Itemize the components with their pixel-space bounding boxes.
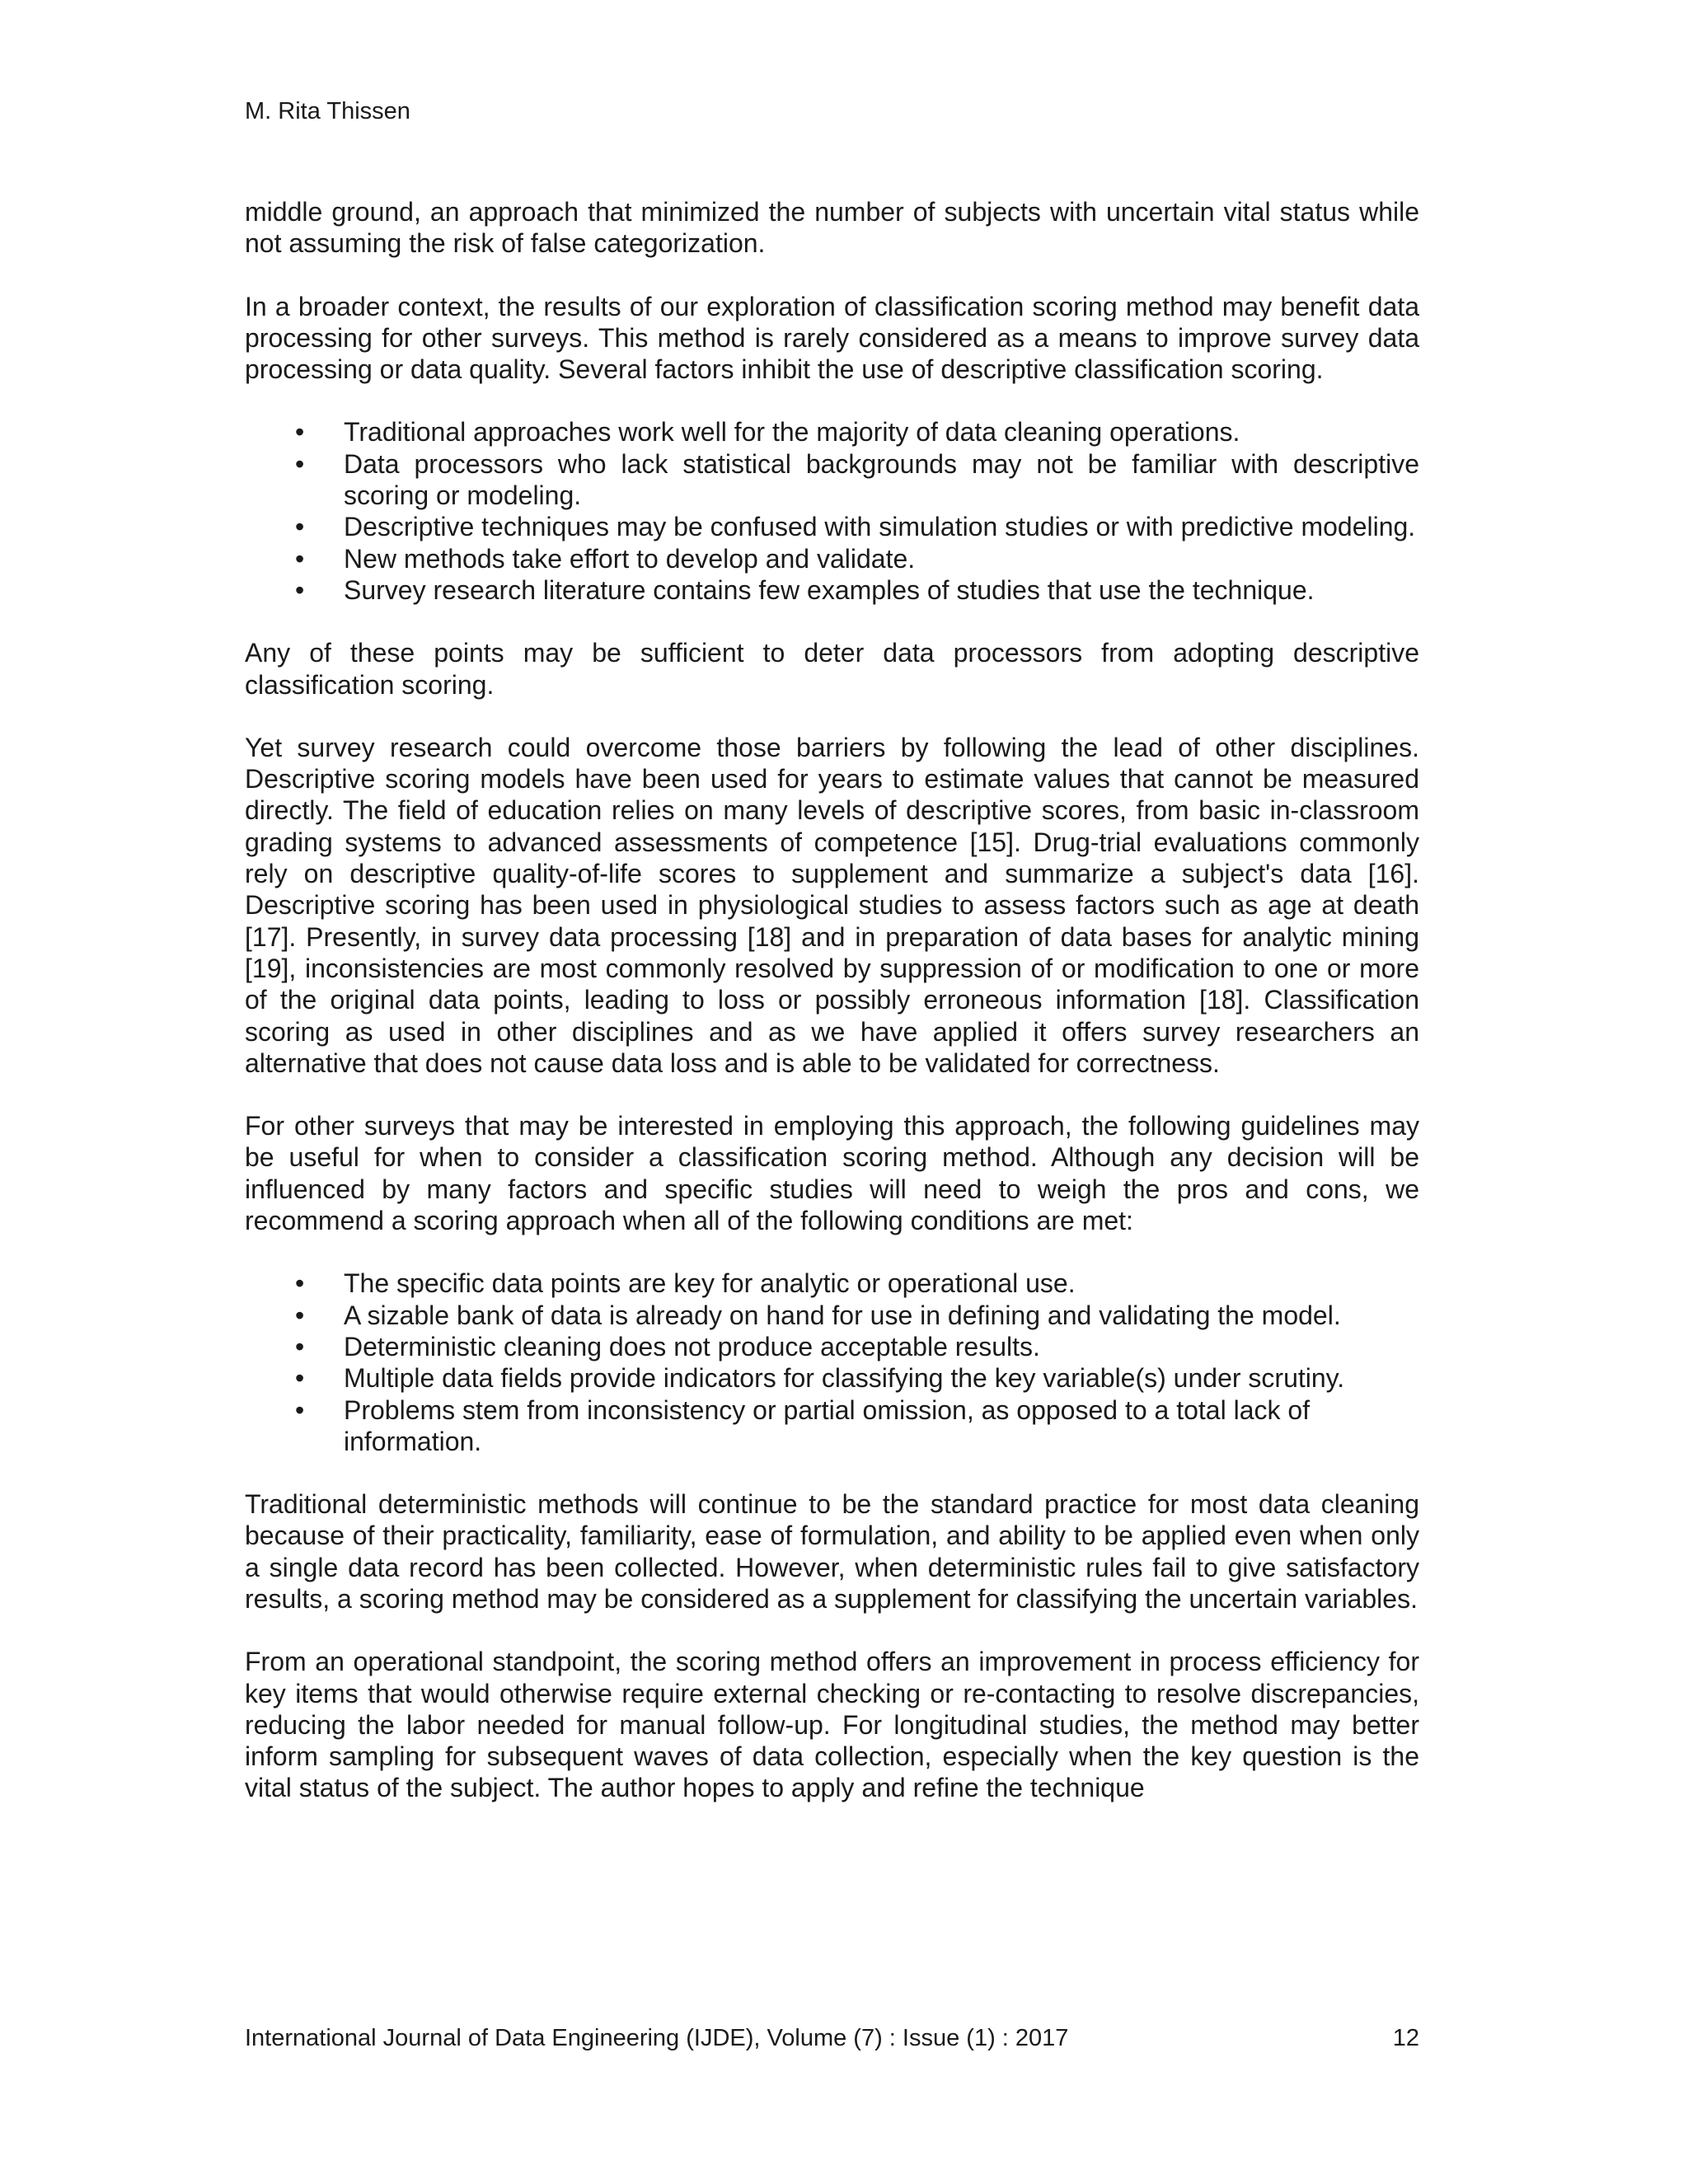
list-item: • Traditional approaches work well for the majority of data cleaning operations. [295,417,1240,448]
bullet-icon: • [295,1268,305,1299]
list-item: • The specific data points are key for analytic or operational use. [295,1268,1076,1299]
bullet-icon: • [295,1331,305,1361]
list-item: • Deterministic cleaning does not produce acceptable results. [295,1331,1040,1361]
paragraph-deter: Any of these points may be sufficient to deter data processors from adopting descriptive classification scoring. [245,638,1419,700]
paragraph-operational: From an operational standpoint, the scoring method offers an improvement in process efficiency for key items that would otherwise require external checking or re-contacting to resolve discrepancies, reducing the labor needed for manual follow-up. For longitudinal studies, the method may better inform sampling for subsequent waves of data collection, especially when the key question is the vital status of the subject. The author hopes to apply and refine the technique [245,1647,1419,1803]
list-item: • Survey research literature contains few examples of studies that use the technique. [295,574,1315,605]
journal-citation: International Journal of Data Engineering (IJDE), Volume (7) : Issue (1) : 2017 [245,2025,1069,2051]
page-footer [245,2023,1419,2053]
conditions-list [245,1268,1419,1457]
bullet-icon: • [295,574,305,605]
page-number: 12 [1392,2025,1419,2051]
paragraph-broader-context: In a broader context, the results of our exploration of classification scoring method may benefit data processing for other surveys. This method is rarely considered as a means to improve survey data processing or data quality. Several factors inhibit the use of descriptive classification scoring. [245,291,1419,385]
list-item: • Problems stem from inconsistency or partial omission, as opposed to a total lack of information. [295,1394,1311,1456]
running-header: M. Rita Thissen [245,98,410,124]
paragraph-traditional-methods: Traditional deterministic methods will continue to be the standard practice for most data cleaning because of their practicality, familiarity, ease of formulation, and ability to be applied even when only a single data record has been collected. However, when deterministic rules fail to give satisfactory results, a scoring method may be considered as a supplement for classifying the uncertain variables. [245,1489,1419,1614]
bullet-icon: • [295,448,305,479]
bullet-icon: • [295,417,305,448]
bullet-icon: • [295,543,305,574]
bullet-icon: • [295,512,305,542]
list-item: • Multiple data fields provide indicators for classifying the key variable(s) under scrutiny. [295,1363,1345,1394]
list-item: • A sizable bank of data is already on hand for use in defining and validating the model. [295,1300,1341,1330]
list-item: • Descriptive techniques may be confused with simulation studies or with predictive modeling. [295,512,1416,542]
bullet-icon: • [295,1363,305,1394]
page-body [245,196,1419,1835]
paragraph-middle-ground: middle ground, an approach that minimized the number of subjects with uncertain vital status while not assuming the risk of false categorization. [245,197,1419,259]
paragraph-other-disciplines: Yet survey research could overcome those barriers by following the lead of other disciplines. Descriptive scoring models have been used for years to estimate values that cannot be measured directly. The field of education relies on many levels of descriptive scores, from basic in-classroom grading systems to advanced assessments of competence [15]. Drug-trial evaluations commonly rely on descriptive quality-of-life scores to supplement and summarize a subject's data [16]. Descriptive scoring has been used in physiological studies to assess factors such as age at death [17]. Presently, in survey data processing [18] and in preparation of data bases for analytic mining [19], inconsistencies are most commonly resolved by suppression of or modification to one or more of the original data points, leading to loss or possibly erroneous information [18]. Classification scoring as used in other disciplines and as we have applied it offers survey researchers an alternative that does not cause data loss and is able to be validated for correctness. [245,732,1419,1078]
list-item: • Data processors who lack statistical backgrounds may not be familiar with descriptive scoring or modeling. [295,448,1419,511]
paragraph-guidelines: For other surveys that may be interested in employing this approach, the following guidelines may be useful for when to consider a classification scoring method. Although any decision will be influenced by many factors and specific studies will need to weigh the pros and cons, we recommend a scoring approach when all of the following conditions are met: [245,1111,1419,1236]
list-item: • New methods take effort to develop and validate. [295,543,916,574]
bullet-icon: • [295,1394,305,1425]
factors-list [245,416,1419,606]
bullet-icon: • [295,1300,305,1330]
